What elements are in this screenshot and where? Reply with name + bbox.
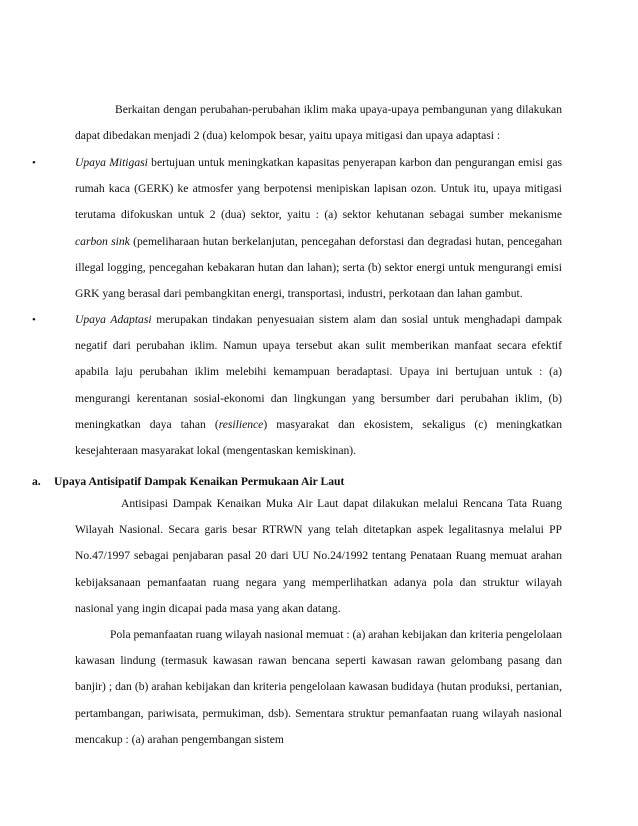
paragraph-pola: Pola pemanfaatan ruang wilayah nasional memuat : (a) arahan kebijakan dan kriteria pengelolaan kawasan lindung (termasuk kawasan rawan bencana seperti kawasan rawan gelombang pasang dan banjir) ; dan (b) arahan kebijakan dan kriteria pengelolaan kawasan budidaya (hutan produksi, pertanian, pertambangan, pariwisata, permukiman, dsb). Sementara struktur pemanfaatan ruang wilayah nasional mencakup : (a) arahan pengembangan sistem <box>75 628 562 746</box>
bullet-adaptasi-text2: ) masyarakat dan ekosistem, sekaligus (c) meningkatkan kesejahteraan masyarakat lokal (mengentaskan kemiskinan). <box>75 417 562 458</box>
bullet-marker: • <box>32 314 36 326</box>
bullet-adaptasi-lead: Upaya Adaptasi <box>75 313 152 326</box>
bullet-mitigasi-lead: Upaya Mitigasi <box>75 156 148 169</box>
bullet-adaptasi <box>75 307 562 464</box>
bullet-adaptasi-italic: resilience <box>218 417 264 431</box>
bullet-mitigasi-text: bertujuan untuk meningkatkan kapasitas penyerapan karbon dan pengurangan emisi gas rumah kaca (GERK) ke atmosfer yang berpotensi menipiskan lapisan ozon. Untuk itu, upaya mitigasi terutama difokuskan untuk 2 (dua) sektor, yaitu : (a) sektor kehutanan sebagai sumber mekanisme <box>75 156 562 222</box>
intro-paragraph: Berkaitan dengan perubahan-perubahan iklim maka upaya-upaya pembangunan yang dilakukan dapat dibedakan menjadi 2 (dua) kelompok besar, yaitu upaya mitigasi dan upaya adaptasi : <box>75 103 562 143</box>
bullet-mitigasi-italic: carbon sink <box>75 234 130 248</box>
bullet-mitigasi <box>75 150 562 307</box>
section-heading <box>32 472 344 492</box>
paragraph-antisipasi: Antisipasi Dampak Kenaikan Muka Air Laut dapat dilakukan melalui Rencana Tata Ruang Wilayah Nasional. Secara garis besar RTRWN yang telah ditetapkan aspek legalitasnya melalui PP No.47/1997 sebagai penjabaran pasal 20 dari UU No.24/1992 tentang Penataan Ruang memuat arahan kebijaksanaan pemanfaatan ruang negara yang memperlihatkan adanya pola dan struktur wilayah nasional yang ingin dicapai pada masa yang akan datang. <box>75 497 562 615</box>
bullet-mitigasi-text2: (pemeliharaan hutan berkelanjutan, pencegahan deforstasi dan degradasi hutan, pencegahan illegal logging, pencegahan kebakaran hutan dan lahan); serta (b) sektor energi untuk mengurangi emisi GRK yang berasal dari pembangkitan energi, transportasi, industri, perkotaan dan lahan gambut. <box>75 234 562 301</box>
bullet-adaptasi-text: merupakan tindakan penyesuaian sistem alam dan sosial untuk menghadapi dampak negatif dari perubahan iklim. Namun upaya tersebut akan sulit memberikan manfaat secara efektif apabila laju perubahan iklim melebihi kemampuan beradaptasi. Upaya ini bertujuan untuk : (a) mengurangi kerentanan sosial-ekonomi dan lingkungan yang bersumber dari perubahan iklim, (b) meningkatkan daya tahan ( <box>75 313 562 431</box>
section-letter: a. <box>32 475 41 488</box>
bullet-marker: • <box>32 157 36 169</box>
section-title: Upaya Antisipatif Dampak Kenaikan Permukaan Air Laut <box>54 475 345 488</box>
